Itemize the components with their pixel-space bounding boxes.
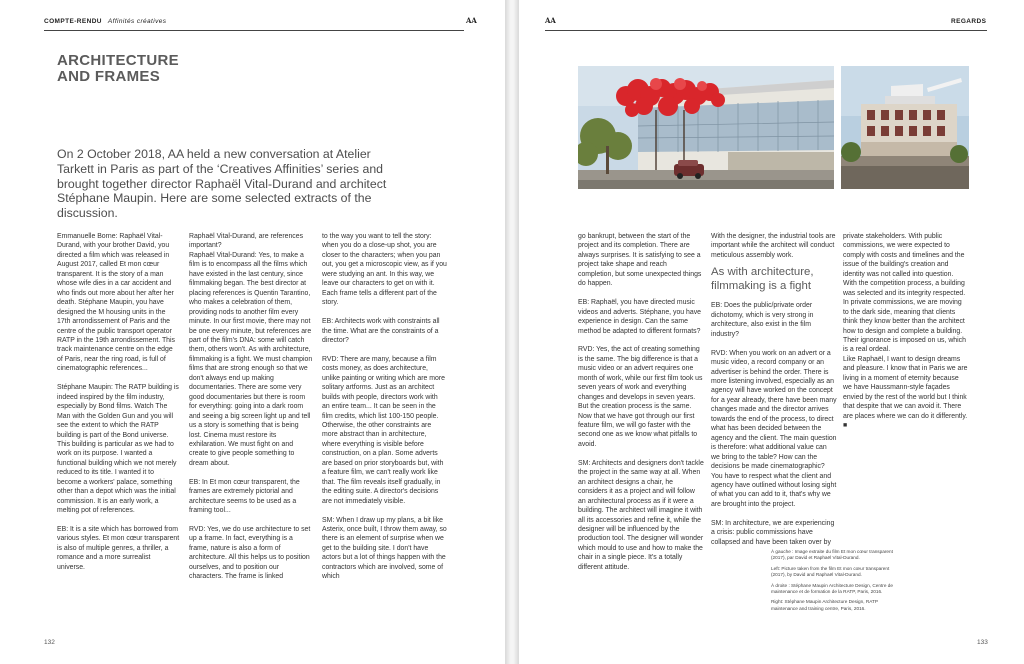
title-line-1: ARCHITECTURE: [57, 52, 179, 69]
page-number-right: 133: [977, 639, 988, 646]
paragraph: With the designer, the industrial tools are important while the architect will conduct meticulous assembly work.: [711, 233, 836, 259]
paragraph: Like Raphaël, I want to design dreams and pleasure. I know that in Paris we are living in a moment of eternity because we have Haussmann-style façades envied by the rest of the world but I think that despite that we can avoid it. There are places where we can do it differently. ■: [843, 355, 968, 430]
left-column-3: [322, 232, 447, 582]
ratp-building-photo: [841, 66, 969, 189]
paragraph: RVD: Yes, the act of creating something is the same. The big difference is that a music video or an advert requires one month of work, while our first film took us seven years of work and everything changes and develops in seven years. But the creation process is the same. Now that we have got through our first feature film, we will go faster with the second one as we know what pitfalls to avoid.: [578, 346, 703, 448]
right-column-2: [711, 232, 837, 547]
aa-logo-left: AA: [466, 16, 477, 25]
pull-quote: As with architecture, filmmaking is a fight: [711, 266, 814, 292]
photo-captions: [771, 549, 901, 616]
caption-en-right: Right: Stéphane Maupin Architecture Design, RATP maintenance and training centre, Paris, 2016.: [771, 599, 878, 611]
section-sublabel: Affinités créatives: [107, 18, 167, 25]
article-intro: On 2 October 2018, AA held a new conversation at Atelier Tarkett in Paris as part of the ‘Creatives Affinities’ series and brought together director Raphaël Vital-Durand and architect Stéphane Maupin. Here are some selected extracts of the discussion.: [57, 147, 387, 221]
paragraph: EB: In Et mon cœur transparent, the frames are extremely pictorial and architecture seems to be used as a framing tool...: [189, 478, 300, 515]
article-title: [57, 53, 217, 85]
page-number-left: 132: [44, 639, 55, 646]
section-label: COMPTE-RENDU: [44, 18, 102, 25]
paragraph: SM: In architecture, we are experiencing a crisis: public commissions have collapsed and have been taken over by: [711, 519, 835, 546]
paragraph: EB: Raphaël, you have directed music videos and adverts. Stéphane, you have experience in design. Can the same method be adapted to different formats?: [578, 299, 701, 335]
paragraph: RVD: Yes, we do use architecture to set up a frame. In fact, everything is a frame, nature is also a form of architecture. All this helps us to position ourselves, and to position our characters. The frame is linked: [189, 526, 311, 581]
right-column-3: [843, 232, 968, 431]
paragraph: SM: Architects and designers don't tackle the project in the same way at all. When an architect designs a chair, he considers it as a project and will follow an architectural process as if it were a building. The architect will imagine it with all its accessories and refine it, while the designer will be influenced by the production tool. The designer will wonder which mould to use and how to make the chair in a single piece. It's a totally different attitude.: [578, 459, 704, 571]
left-column-1: [57, 232, 180, 572]
paragraph: Raphaël Vital-Durand: Yes, to make a film is to encompass all the films which have existed in the last century, since filmmaking began. The best director at placing references is Quentin Tarantino, who makes a celebration of them, providing nods to another film every minute. In our first movie, there may not be one every minute, but references are part of the film's DNA: some will catch them, others won't. As with architecture, filmmaking is a fight. We must champion films that are strong enough so that we don't always end up making documentaries. There are some very good documentaries but there is room for everything: going into a dark room and seeing a big screen light up and tell us a story is something that is being lost. Cinema must restore its exhilaration. We must fight on and create to give people something to dream about.: [189, 251, 313, 467]
paragraph: RVD: There are many, because a film costs money, as does architecture, unlike painting or writing which are more solitary artforms. Just as an architect builds with people, directors work with an entire team... It can be seen in the film credits, which list 100-150 people. Otherwise, the other constraints are more abstract than in architecture, where everything is visible before construction, on a plan. Some adverts are based on prior storyboards but, with a feature film, we can't really work like that. The film reveals itself gradually, in the editing suite. A director's decisions are not immediately visible.: [322, 355, 445, 505]
running-head-right: REGARDS: [951, 18, 987, 25]
header-rule-left: [44, 30, 464, 31]
paragraph: Emmanuelle Borne: Raphaël Vital-Durand, with your brother David, you directed a film which was released in August 2017, called Et mon cœur transparent. It is the story of a man whose wife dies in a car accident and who finds out more about her after her death. Stéphane Maupin, you have designed the M housing units in the 17th arrondissement of Paris and the centre of the public transport operator RATP in the 19th arrondissement. This track maintenance centre on the edge of Paris, near the ring road, is full of cinematographic references...: [57, 233, 175, 373]
left-column-2: [189, 232, 313, 582]
left-page: [0, 0, 505, 664]
paragraph: Raphaël Vital-Durand, are references important?: [189, 233, 304, 250]
paragraph: EB: Does the public/private order dichotomy, which is very strong in architecture, also exist in the film industry?: [711, 302, 814, 338]
paragraph: EB: Architects work with constraints all the time. What are the constraints of a director?: [322, 318, 440, 344]
paragraph: Stéphane Maupin: The RATP building is indeed inspired by the film industry, especially by Bond films. Watch The Man with the Golden Gun and you will see the extent to which the RATP building is part of the Bond universe. This building is particular as we had to work on its purpose. I wanted a functional building which we not merely reduced to its title. I wanted it to become a workers' palace, something other than a depot which was the initial commission. It is an early work, a melting pot of references.: [57, 384, 179, 515]
paragraph: EB: It is a site which has borrowed from various styles. Et mon cœur transparent is also of multiple genres, a thriller, a romance and a more surrealist universe.: [57, 526, 180, 571]
caption-fr-right: À droite : Stéphane Maupin Architecture Design, Centre de maintenance et de formation de la RATP, Paris, 2016.: [771, 582, 893, 595]
paragraph: to the way you want to tell the story: when you do a close-up shot, you are closer to the characters; when you pan out, you get a microscopic view, as if you were studying an ant. In this way, we leave our characters to get on with it. Each frame tells a different part of the story.: [322, 233, 447, 307]
caption-en-left: Left: Picture taken from the film Et mon cœur transparent (2017), by David and Raphaël Vital-Durand.: [771, 565, 890, 578]
paragraph: SM: When I draw up my plans, a bit like Asterix, once built, I throw them away, so there is an element of surprise when we get to the building site. I don't have actors but a lot of things happen with the contractors which are involved, some of which: [322, 516, 447, 581]
title-line-2: AND FRAMES: [57, 68, 160, 85]
film-still-photo: [578, 66, 834, 189]
running-head-left: [44, 18, 166, 25]
header-rule-right: [545, 30, 987, 31]
right-column-1: [578, 232, 704, 572]
aa-logo-right: AA: [545, 16, 556, 25]
paragraph: private stakeholders. With public commissions, we were expected to comply with costs and timelines and the issue of the building's creation and identity was not called into question. With the competition process, a building was selected and its integrity respected. In private commissions, we are moving to the dark side, meaning that clients think they know better than the architect how to design and complete a building. Their ignorance is imposed on us, which is a real ordeal.: [843, 233, 966, 354]
caption-fr-left: À gauche : Image extraite du film Et mon cœur transparent (2017), par David et Raphaël Vital-Durand.: [771, 549, 893, 561]
paragraph: go bankrupt, between the start of the project and its completion. There are always surprises. It is satisfying to see a project take shape and reach completion, but some unexpected things do happen.: [578, 233, 702, 288]
page-gutter: [505, 0, 519, 664]
paragraph: RVD: When you work on an advert or a music video, a record company or an advertiser is behind the order. There is more listening involved, especially as an agency will have worked on the concept for a year already, there have been many changes made and the director arrives towards the end of the process, to direct what has been decided between the agency and the client. The main question is therefore: what additional value can we bring to the table? How can the decisions be made cinematographic? You have to respect what the client and agency have outlined without losing sight of what you can add to it, that's why we are brought into the project.: [711, 349, 837, 508]
